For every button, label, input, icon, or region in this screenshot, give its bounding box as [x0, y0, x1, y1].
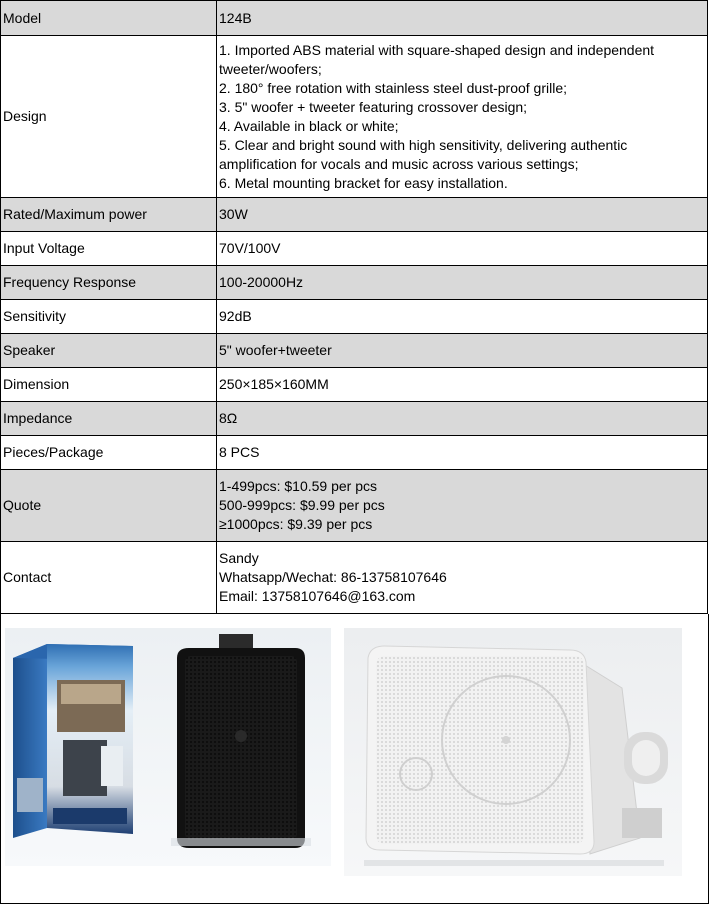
row-speaker — [1, 334, 708, 368]
label-design: Design — [1, 36, 217, 198]
value-design — [217, 36, 708, 198]
value-model: 124B — [217, 1, 708, 36]
label-power: Rated/Maximum power — [1, 198, 217, 232]
row-impedance — [1, 402, 708, 436]
contact-name: Sandy — [219, 550, 259, 566]
value-sensitivity: 92dB — [217, 300, 708, 334]
label-pieces: Pieces/Package — [1, 436, 217, 470]
design-line-4: 4. Available in black or white; — [219, 117, 399, 134]
black-speaker-photo — [5, 628, 331, 866]
label-sensitivity: Sensitivity — [1, 300, 217, 334]
row-power — [1, 198, 708, 232]
design-line-5: 5. Clear and bright sound with high sensitivity, delivering authentic amplification for vocals and music across various settings; — [219, 136, 628, 172]
quote-line-2: 500-999pcs: $9.99 per pcs — [219, 497, 385, 513]
value-pieces: 8 PCS — [217, 436, 708, 470]
row-design — [1, 36, 708, 198]
value-quote — [217, 470, 708, 542]
product-photos — [0, 614, 709, 904]
row-dimension — [1, 368, 708, 402]
quote-line-1: 1-499pcs: $10.59 per pcs — [219, 478, 377, 494]
white-speaker-photo — [344, 628, 682, 876]
value-dimension: 250×185×160MM — [217, 368, 708, 402]
label-impedance: Impedance — [1, 402, 217, 436]
design-line-3: 3. 5" woofer + tweeter featuring crossover design; — [219, 98, 528, 115]
value-power: 30W — [217, 198, 708, 232]
design-line-2: 2. 180° free rotation with stainless steel dust-proof grille; — [219, 79, 567, 96]
label-model: Model — [1, 1, 217, 36]
row-quote — [1, 470, 708, 542]
label-quote: Quote — [1, 470, 217, 542]
design-line-6: 6. Metal mounting bracket for easy installation. — [219, 174, 508, 191]
row-frequency — [1, 266, 708, 300]
design-line-1: 1. Imported ABS material with square-shaped design and independent tweeter/woofers; — [219, 41, 655, 77]
row-voltage — [1, 232, 708, 266]
label-speaker: Speaker — [1, 334, 217, 368]
label-dimension: Dimension — [1, 368, 217, 402]
value-voltage: 70V/100V — [217, 232, 708, 266]
label-contact: Contact — [1, 542, 217, 614]
value-frequency: 100-20000Hz — [217, 266, 708, 300]
value-contact — [217, 542, 708, 614]
row-contact — [1, 542, 708, 614]
quote-line-3: ≥1000pcs: $9.39 per pcs — [219, 516, 373, 532]
label-voltage: Input Voltage — [1, 232, 217, 266]
contact-whatsapp: Whatsapp/Wechat: 86-13758107646 — [219, 569, 447, 585]
row-sensitivity — [1, 300, 708, 334]
row-model — [1, 1, 708, 36]
contact-email: Email: 13758107646@163.com — [219, 588, 416, 604]
value-impedance: 8Ω — [217, 402, 708, 436]
value-speaker: 5" woofer+tweeter — [217, 334, 708, 368]
row-pieces — [1, 436, 708, 470]
label-frequency: Frequency Response — [1, 266, 217, 300]
